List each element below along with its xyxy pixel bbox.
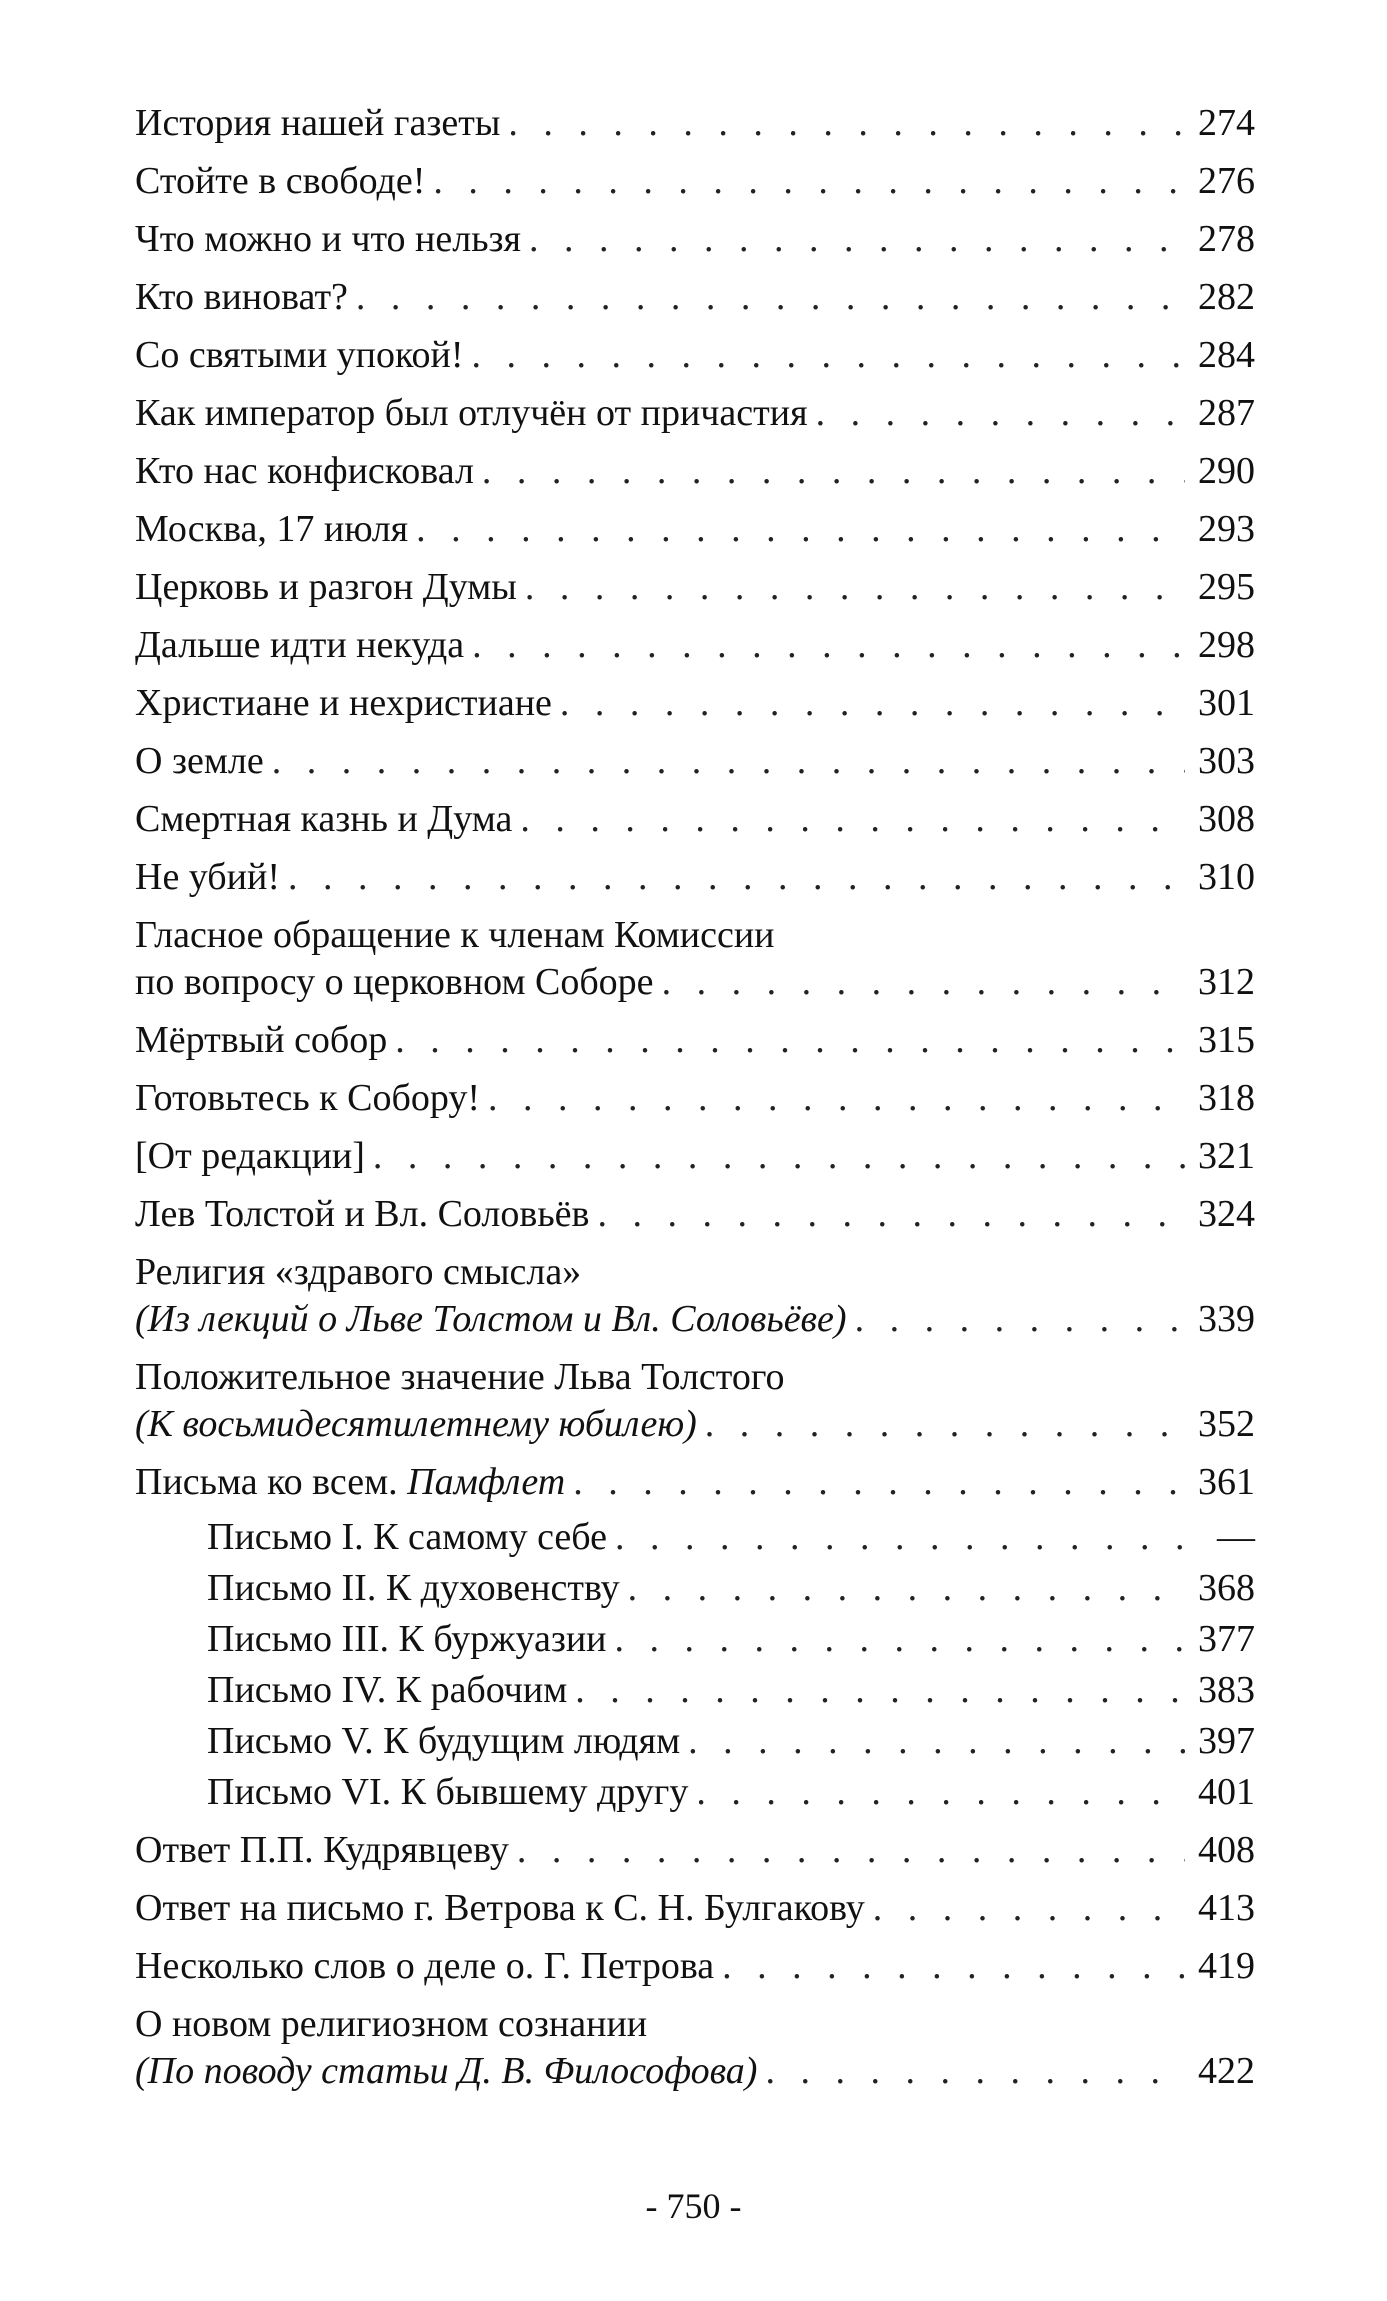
toc-entry-title: Кто нас конфисковал — [135, 450, 474, 492]
toc-entry-page: 310 — [1198, 856, 1255, 898]
toc-entry-page: 301 — [1198, 682, 1255, 724]
toc-entry-title-line1: О новом религиозном сознании — [135, 2003, 648, 2045]
toc-entry-title: Письмо III. К буржуазии — [207, 1618, 607, 1660]
toc-subentry — [135, 1769, 1255, 1816]
toc-entry-page: 295 — [1198, 566, 1255, 608]
toc-entry — [135, 1943, 1255, 1990]
toc-entry-page: 368 — [1198, 1567, 1255, 1609]
toc-entry-title: Мёртвый собор — [135, 1019, 388, 1061]
toc-entry-page: 274 — [1198, 102, 1255, 144]
toc-entry-title: Ответ П.П. Кудрявцеву — [135, 1829, 509, 1871]
toc-entry — [135, 448, 1255, 495]
toc-entry — [135, 390, 1255, 437]
leader-dots — [765, 2048, 1185, 2095]
toc-entry-title-line1: Гласное обращение к членам Комиссии — [135, 914, 775, 956]
leader-dots — [615, 1514, 1185, 1561]
leader-dots — [855, 1296, 1185, 1343]
toc-entry — [135, 1075, 1255, 1122]
toc-entry-title-line2: по вопросу о церковном Соборе — [135, 961, 654, 1003]
toc-entry-title-line2: (По поводу статьи Д. В. Философова) — [135, 2050, 758, 2092]
toc-entry-page: 383 — [1198, 1669, 1255, 1711]
toc-entry-title: Готовьтесь к Собору! — [135, 1077, 480, 1119]
toc-entry-page: 352 — [1198, 1403, 1255, 1445]
toc-entry-title-line1: Положительное значение Льва Толстого — [135, 1356, 785, 1398]
leader-dots — [722, 1943, 1185, 1990]
leader-dots — [517, 1827, 1185, 1874]
toc-entry — [135, 680, 1255, 727]
toc-entry-title: Несколько слов о деле о. Г. Петрова — [135, 1945, 715, 1987]
toc-entry-page: 422 — [1198, 2050, 1255, 2092]
leader-dots — [597, 1191, 1185, 1238]
toc-entry — [135, 100, 1255, 147]
toc-entry-title: Христиане и нехристиане — [135, 682, 552, 724]
leader-dots — [373, 1133, 1185, 1180]
leader-dots — [816, 390, 1185, 437]
toc-entry-page: 318 — [1198, 1077, 1255, 1119]
toc-entry — [135, 506, 1255, 553]
toc-entry-title: Лев Толстой и Вл. Соловьёв — [135, 1193, 590, 1235]
toc-entry-title — [135, 1459, 565, 1506]
toc-subentry — [135, 1514, 1255, 1561]
toc-entry-title-line2: (К восьмидесятилетнему юбилею) — [135, 1403, 697, 1445]
toc-entry-title: Что можно и что нельзя — [135, 218, 522, 260]
leader-dots — [288, 854, 1185, 901]
toc-entry — [135, 2001, 1255, 2095]
toc-entry-page: 419 — [1198, 1945, 1255, 1987]
toc-subentry — [135, 1616, 1255, 1663]
toc-entry-title: Письмо VI. К бывшему другу — [207, 1771, 689, 1813]
toc-entry-title: Как император был отлучён от причастия — [135, 392, 808, 434]
leader-dots — [560, 680, 1185, 727]
toc-entry-title: [От редакции] — [135, 1135, 365, 1177]
leader-dots — [573, 1459, 1185, 1506]
toc-entry-title-line1: Религия «здравого смысла» — [135, 1251, 582, 1293]
toc-entry-title-italic: Памфлет — [407, 1461, 566, 1503]
toc-entry — [135, 274, 1255, 321]
toc-entry — [135, 912, 1255, 1006]
toc-entry-page: 308 — [1198, 798, 1255, 840]
leader-dots — [696, 1769, 1185, 1816]
leader-dots — [482, 448, 1185, 495]
page-number: - 750 - — [645, 2186, 742, 2226]
leader-dots — [433, 158, 1185, 205]
toc-entry-page: 290 — [1198, 450, 1255, 492]
toc-entry-page: 324 — [1198, 1193, 1255, 1235]
toc-entry-title: Церковь и разгон Думы — [135, 566, 517, 608]
leader-dots — [416, 506, 1185, 553]
toc-entry — [135, 564, 1255, 611]
toc-entry — [135, 1133, 1255, 1180]
leader-dots — [488, 1075, 1185, 1122]
leader-dots — [272, 738, 1185, 785]
toc-entry-page: 401 — [1198, 1771, 1255, 1813]
toc-entry — [135, 158, 1255, 205]
leader-dots — [529, 216, 1185, 263]
toc-entry-title: Письмо I. К самому себе — [207, 1516, 607, 1558]
leader-dots — [508, 100, 1185, 147]
toc-entry-title-main: Письма ко всем. — [135, 1461, 398, 1503]
toc-subentry — [135, 1565, 1255, 1612]
leader-dots — [395, 1017, 1185, 1064]
toc-entry-page: 298 — [1198, 624, 1255, 666]
toc-entry-page: 361 — [1198, 1461, 1255, 1503]
toc-entry — [135, 216, 1255, 263]
toc-entry-page: 287 — [1198, 392, 1255, 434]
leader-dots — [615, 1616, 1185, 1663]
toc-entry-page: 397 — [1198, 1720, 1255, 1762]
toc-entry-page: 312 — [1198, 961, 1255, 1003]
leader-dots — [873, 1885, 1185, 1932]
toc-entry-title: Стойте в свободе! — [135, 160, 426, 202]
toc-entry — [135, 1827, 1255, 1874]
toc-entry-title: Ответ на письмо г. Ветрова к С. Н. Булгакову — [135, 1887, 865, 1929]
toc-entry-page: 284 — [1198, 334, 1255, 376]
toc-entry-page: 282 — [1198, 276, 1255, 318]
toc-entry-title: Москва, 17 июля — [135, 508, 409, 550]
toc-entry-title: Не убий! — [135, 856, 280, 898]
table-of-contents — [135, 100, 1255, 2106]
toc-entry-page: 276 — [1198, 160, 1255, 202]
toc-entry — [135, 1885, 1255, 1932]
toc-entry-title: О земле — [135, 740, 264, 782]
leader-dots — [688, 1718, 1185, 1765]
toc-entry-page: 413 — [1198, 1887, 1255, 1929]
toc-entry — [135, 1017, 1255, 1064]
toc-entry — [135, 854, 1255, 901]
toc-entry-page: 321 — [1198, 1135, 1255, 1177]
toc-entry-title: Дальше идти некуда — [135, 624, 465, 666]
leader-dots — [472, 622, 1185, 669]
toc-entry-title: Письмо V. К будущим людям — [207, 1720, 681, 1762]
toc-subentry — [135, 1718, 1255, 1765]
toc-entry-title: Письмо II. К духовенству — [207, 1567, 620, 1609]
toc-entry — [135, 332, 1255, 379]
leader-dots — [520, 796, 1185, 843]
toc-entry — [135, 1249, 1255, 1343]
toc-entry-title: Смертная казнь и Дума — [135, 798, 513, 840]
toc-entry-page: 278 — [1198, 218, 1255, 260]
toc-entry — [135, 1354, 1255, 1448]
toc-entry-page: — — [1217, 1516, 1255, 1558]
toc-entry-page: 408 — [1198, 1829, 1255, 1871]
leader-dots — [662, 959, 1185, 1006]
toc-entry-title: Письмо IV. К рабочим — [207, 1669, 568, 1711]
toc-entry-title: История нашей газеты — [135, 102, 501, 144]
toc-entry — [135, 796, 1255, 843]
toc-entry-page: 303 — [1198, 740, 1255, 782]
toc-entry-page: 293 — [1198, 508, 1255, 550]
toc-entry-page: 315 — [1198, 1019, 1255, 1061]
toc-entry-page: 377 — [1198, 1618, 1255, 1660]
toc-entry-title: Со святыми упокой! — [135, 334, 464, 376]
toc-entry-page: 339 — [1198, 1298, 1255, 1340]
toc-subentry — [135, 1667, 1255, 1714]
leader-dots — [525, 564, 1185, 611]
toc-entry — [135, 1459, 1255, 1506]
toc-entry-title: Кто виноват? — [135, 276, 348, 318]
leader-dots — [472, 332, 1185, 379]
leader-dots — [356, 274, 1185, 321]
toc-entry-title-line2: (Из лекций о Льве Толстом и Вл. Соловьёве) — [135, 1298, 847, 1340]
leader-dots — [628, 1565, 1185, 1612]
leader-dots — [575, 1667, 1185, 1714]
toc-entry — [135, 1191, 1255, 1238]
toc-entry — [135, 738, 1255, 785]
toc-entry — [135, 622, 1255, 669]
leader-dots — [705, 1401, 1185, 1448]
